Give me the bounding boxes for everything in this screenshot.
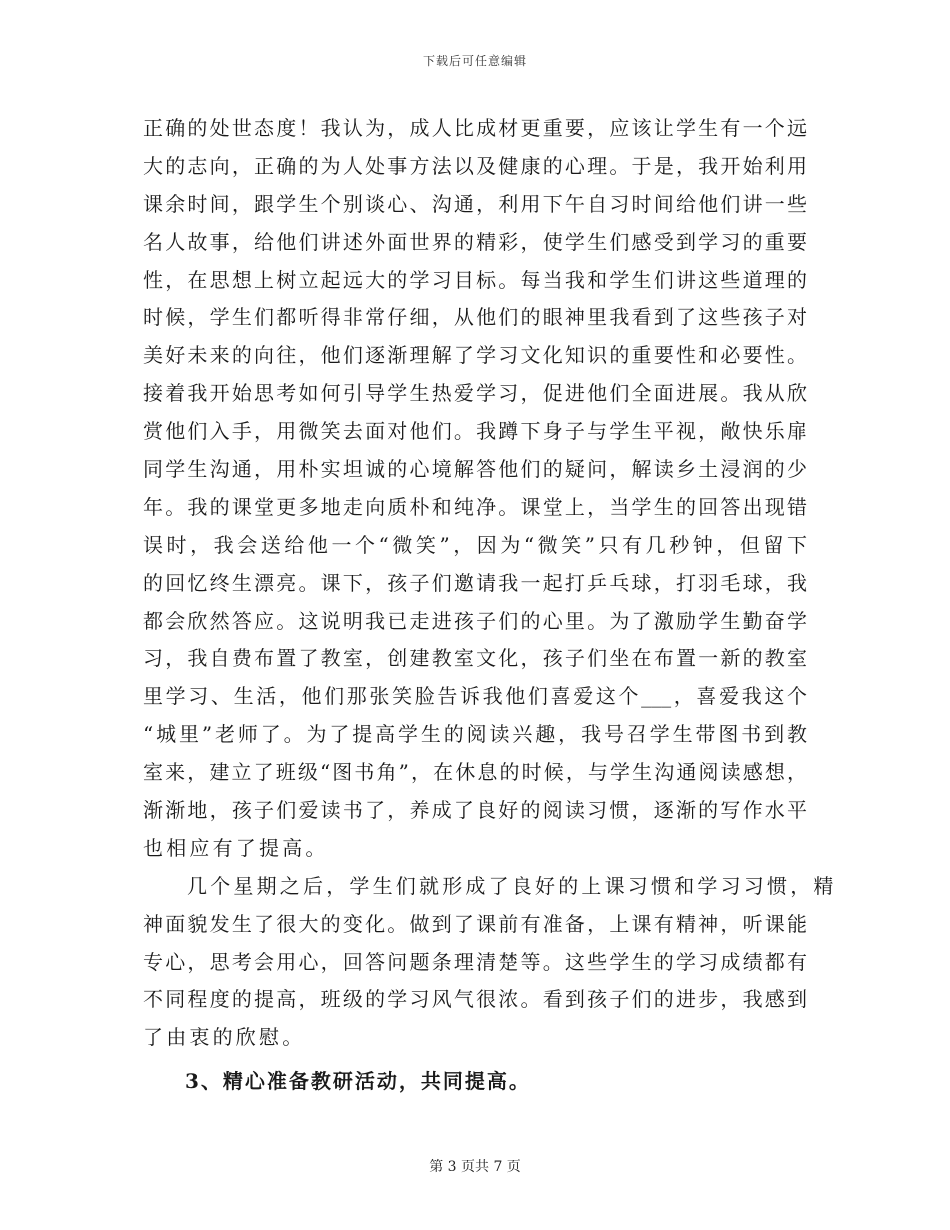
text-line: 课余时间，跟学生个别谈心、沟通，利用下午自习时间给他们讲一些 [143,191,807,216]
text-line: 室来，建立了班级“图书角”，在休息的时候，与学生沟通阅读感想， [143,760,807,785]
text-line: 不同程度的提高，班级的学习风气很浓。看到孩子们的进步，我感到 [143,987,807,1012]
text-line: 美好未来的向往，他们逐渐理解了学习文化知识的重要性和必要性。 [143,343,807,368]
text-line: 正确的处世态度！我认为，成人比成材更重要，应该让学生有一个远 [143,116,807,140]
text-line: 赏他们入手，用微笑去面对他们。我蹲下身子与学生平视，敞快乐扉 [143,419,807,444]
text-line: 了由衷的欣慰。 [143,1025,306,1050]
section-heading: 3、精心准备教研活动，共同提高。 [185,1069,531,1094]
paragraph [143,110,807,868]
text-line: 的回忆终生漂亮。课下，孩子们邀请我一起打乒乓球，打羽毛球，我 [143,570,807,595]
text-line: 同学生沟通，用朴实坦诚的心境解答他们的疑问，解读乡土浸润的少 [143,457,807,482]
text-line: 也相应有了提高。 [143,835,329,860]
text-line: 习，我自费布置了教室，创建教室文化，孩子们坐在布置一新的教室 [143,646,807,671]
text-line: 误时，我会送给他一个“微笑”，因为“微笑”只有几秒钟，但留下 [143,532,807,557]
text-line: 名人故事，给他们讲述外面世界的精彩，使学生们感受到学习的重要 [143,229,807,254]
text-line: 时候，学生们都听得非常仔细，从他们的眼神里我看到了这些孩子对 [143,305,807,330]
text-line: 接着我开始思考如何引导学生热爱学习，促进他们全面进展。我从欣 [143,381,807,406]
text-line: 大的志向，正确的为人处事方法以及健康的心理。于是，我开始利用 [143,153,807,178]
text-line: 年。我的课堂更多地走向质朴和纯净。课堂上，当学生的回答出现错 [143,494,807,519]
text-line: “城里”老师了。为了提高学生的阅读兴趣，我号召学生带图书到教 [143,722,807,747]
page-header: 下载后可任意编辑 [422,54,527,68]
text-line: 里学习、生活，他们那张笑脸告诉我他们喜爱这个___，喜爱我这个 [143,684,807,709]
text-line: 几个星期之后，学生们就形成了良好的上课习惯和学习习惯，精 [187,873,837,898]
text-line: 性，在思想上树立起远大的学习目标。每当我和学生们讲这些道理的 [143,267,807,292]
paragraph [143,868,837,1057]
text-line: 神面貌发生了很大的变化。做到了课前有准备，上课有精神，听课能 [143,911,807,936]
text-line: 渐渐地，孩子们爱读书了，养成了良好的阅读习惯，逐渐的写作水平 [143,798,807,823]
page-footer: 第 3 页共 7 页 [429,1159,521,1175]
text-line: 都会欣然答应。这说明我已走进孩子们的心里。为了激励学生勤奋学 [143,608,807,633]
text-line: 专心，思考会用心，回答问题条理清楚等。这些学生的学习成绩都有 [143,949,807,974]
body-text [143,110,837,1101]
